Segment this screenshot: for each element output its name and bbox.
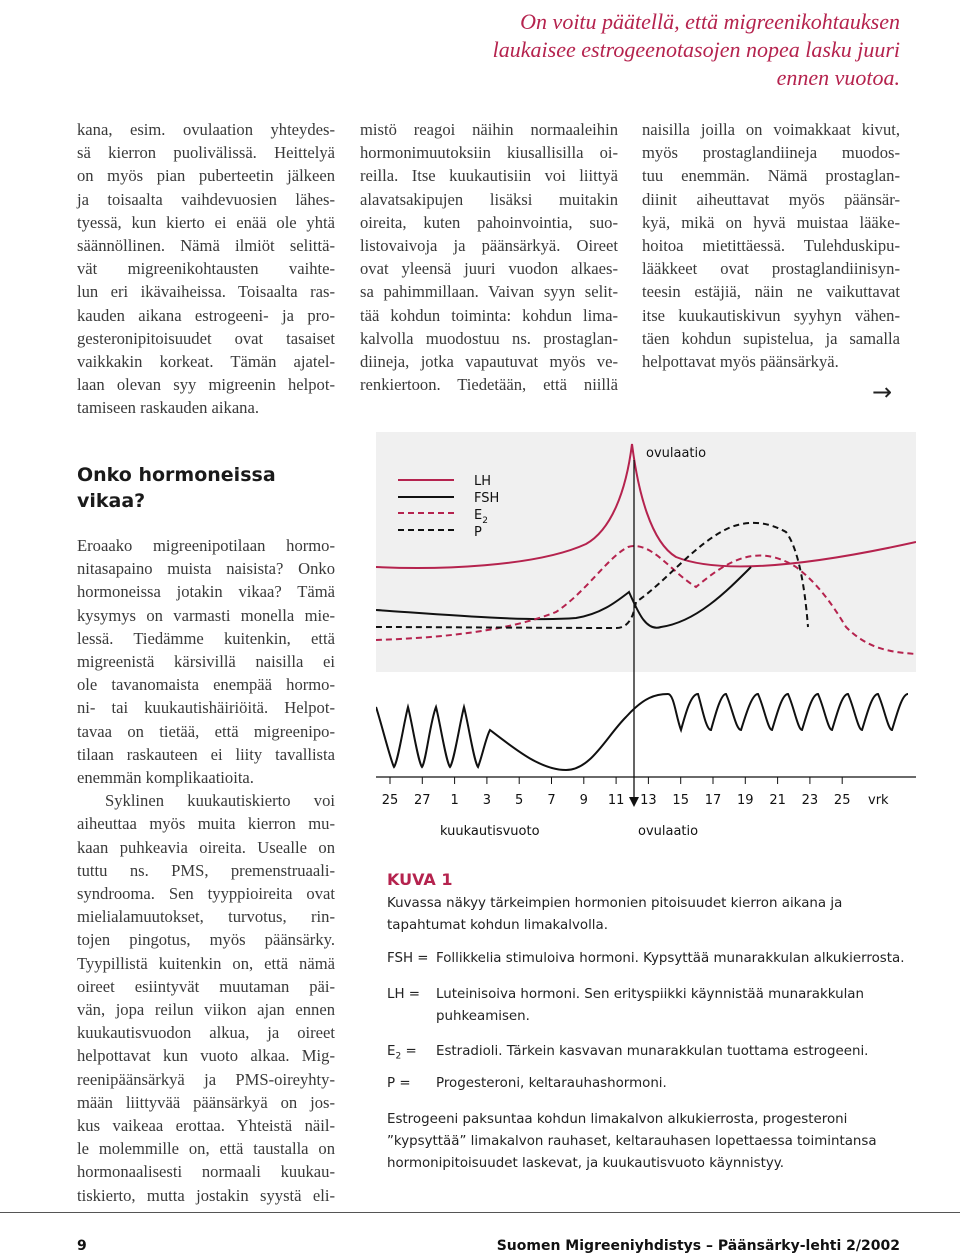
article-column-3 <box>642 118 900 373</box>
x-axis-ticks <box>382 777 851 808</box>
text-line: syndrooma. Sen tyyppioireita ovat <box>77 884 335 904</box>
x-tick-label: 17 <box>704 793 722 808</box>
definition-term-main: E <box>387 1044 396 1059</box>
text-line: säännöllinen. Nämä ilmiöt selittä- <box>77 236 335 256</box>
legend-label-lh: LH <box>474 474 492 489</box>
footer-divider <box>0 1212 960 1213</box>
legend-e2-main: E <box>474 508 483 523</box>
text-line: ja toisaalta vaihdevuosien lähes- <box>77 189 335 209</box>
text-line: gesteronipitoisuudet ovat tasaiset <box>77 328 335 348</box>
text-line: helpottavat myös päänsärkyä. <box>642 352 839 372</box>
text-line: hormonimuutoksiin kiusallisilla oi- <box>360 143 618 163</box>
text-line: reenipäänsärkyä ja PMS-oireyhty- <box>77 1069 335 1089</box>
text-line: ni- tai kuukautishäiriöitä. Helpot- <box>77 698 335 718</box>
article-column-2 <box>360 118 618 396</box>
hormone-cycle-chart <box>376 432 916 842</box>
text-line: le molemmille on, että taustalla on <box>77 1139 335 1159</box>
text-line: aiheuttaa myös muita kierron mu- <box>77 814 335 834</box>
text-line: lääkkeet ovat prostaglandiinisyn- <box>642 259 900 279</box>
text-line: reilla. Itse kuukautisiin voi liittyä <box>360 166 618 186</box>
text-line: itse kuukautiskivun syyhyn vähen- <box>642 305 900 325</box>
x-tick-label: 3 <box>482 793 492 808</box>
ovulation-label-bottom: ovulaatio <box>638 824 699 839</box>
text-line: hormonaalisesti normaali kuukau- <box>77 1162 335 1182</box>
text-line: tää kohdun toiminta: kohdun lima- <box>360 305 618 325</box>
text-line: tuttu ns. PMS, premenstruaali- <box>77 860 335 880</box>
text-line: on myös pian puberteetin jälkeen <box>77 166 335 186</box>
text-line: kyä, mikä on hyvä muistaa lääke- <box>642 212 900 232</box>
definition-desc: Follikkelia stimuloiva hormoni. Kypsyttää munarakkulan alkukierrosta. <box>436 951 905 966</box>
text-line: kalvolla muodostuu ns. prostaglan- <box>360 328 618 348</box>
text-line: renkiertoon. Tiedetään, että niillä <box>360 375 618 395</box>
legend-label-p: P <box>474 525 482 540</box>
text-line: kysymys on varmasti monella mie- <box>77 605 335 625</box>
text-line: mielialamuutokset, turvotus, rin- <box>77 907 335 927</box>
text-line: tiskierto, mutta jostakin syystä eli- <box>77 1185 335 1205</box>
text-line: listovaivoja ja päänsärkyä. Oireet <box>360 236 618 256</box>
text-line: kuukautisvuodon alkua, ja oireet <box>77 1023 335 1043</box>
legend-e2-sub: 2 <box>482 516 488 526</box>
text-line: naisilla joilla on voimakkaat kivut, <box>642 120 900 139</box>
menstruation-label: kuukautisvuoto <box>440 824 540 839</box>
chart-plot-background <box>376 432 916 672</box>
text-line: helpottavat kun vuoto alkaa. Mig- <box>77 1046 335 1066</box>
figure-caption: Kuvassa näkyy tärkeimpien hormonien pitoisuudet kierron aikana ja tapahtumat kohdun limakalvolla. <box>387 896 843 933</box>
ovulation-arrowhead-icon <box>629 797 639 807</box>
text-line: täen kohdun supistelua, ja samalla <box>642 328 900 348</box>
definition-term: LH = <box>387 987 421 1002</box>
pull-quote-line: On voitu päätellä, että migreenikohtauksen <box>520 9 900 34</box>
continue-arrow-icon: → <box>872 378 893 406</box>
text-line: Syklinen kuukautiskierto voi <box>105 791 335 811</box>
x-tick-label: 5 <box>515 793 524 808</box>
x-tick-label: 23 <box>801 793 819 808</box>
text-line: diineja, jotka vapautuvat myös ve- <box>360 352 618 372</box>
publication-name: Suomen Migreeniyhdistys – Päänsärky-lehti 2/2002 <box>496 1238 900 1254</box>
text-line: myös prostaglandiineja muodos- <box>642 143 900 163</box>
footnote-line: Estrogeeni paksuntaa kohdun limakalvon alkukierrosta, progesteroni <box>387 1112 848 1127</box>
text-line: migreenistä kärsivillä naisilla ei <box>77 652 335 672</box>
text-line: kauden aikana estrogeeni- ja pro- <box>77 305 335 325</box>
text-line: tilaan raskauteen ei liity tavallista <box>77 744 335 764</box>
x-tick-label: 27 <box>414 793 431 808</box>
x-axis-unit-label: vrk <box>868 793 889 808</box>
text-line: tavaa on tietää, että migreenipo- <box>77 721 335 741</box>
text-line: nitasapaino muista naisista? Onko <box>77 559 335 579</box>
ovulation-label-top: ovulaatio <box>646 446 707 461</box>
heading-line: Onko hormoneissa <box>77 464 276 486</box>
text-line: enemmän komplikaatioita. <box>77 768 254 788</box>
text-line: Tyypillistä kuitenkin on, että nämä <box>77 953 335 973</box>
x-tick-label: 21 <box>769 793 786 808</box>
text-line: lun eri ikävaiheissa. Toisaalta ras- <box>77 282 335 302</box>
text-line: sa pahimmillaan. Vaivan syyn selit- <box>360 282 618 302</box>
text-line: kaan puhkeavia oireita. Usealle on <box>77 837 335 857</box>
definition-term-sub: 2 <box>395 1051 402 1062</box>
x-tick-label: 25 <box>381 793 399 808</box>
figure-title: KUVA 1 <box>387 870 453 889</box>
footnote-line: hormonipitoisuudet laskevat, ja kuukautisvuoto käynnistyy. <box>387 1156 785 1171</box>
text-line: hoitoa mietittäessä. Tulehduskipu- <box>642 236 900 256</box>
text-line: mistö reagoi näihin normaaleihin <box>360 120 618 139</box>
x-tick-label: 11 <box>607 793 625 808</box>
section-body <box>77 534 335 1207</box>
text-line: sä kierron puolivälissä. Heittelyä <box>77 143 335 163</box>
text-line: vän, jopa reilun viikon ajan ennen <box>77 1000 335 1020</box>
page-number: 9 <box>77 1238 87 1254</box>
definition-desc: Progesteroni, keltarauhashormoni. <box>436 1076 667 1091</box>
text-line: tuu enemmän. Nämä prostaglan- <box>642 166 900 186</box>
footnote-line: ”kypsyttää” limakalvon rauhaset, keltarauhasen lopettaessa toimintansa <box>387 1134 877 1149</box>
text-line: vät migreenikohtausten vaihte- <box>77 259 335 279</box>
text-line: tojen pingotus, myös päänsärky. <box>77 930 335 950</box>
text-line: oireita, kuten pahoinvointia, suo- <box>360 212 618 232</box>
text-line: oireet esiintyvät muutaman päi- <box>77 976 335 996</box>
x-tick-label: 7 <box>547 793 556 808</box>
heading-line: vikaa? <box>77 490 146 512</box>
article-column-1 <box>77 118 335 420</box>
text-line: kus vaikeaa erottaa. Yhteistä näil- <box>77 1116 335 1136</box>
definition-desc: Luteinisoiva hormoni. Sen erityspiikki käynnistää munarakkulan puhkeamisen. <box>436 987 865 1024</box>
figure-footnote <box>387 1109 907 1175</box>
text-line: hormoneissa jotakin vikaa? Tämä <box>77 582 335 602</box>
text-line: mään liittyvää päänsärkyä on jos- <box>77 1092 335 1112</box>
text-line: Eroaako migreenipotilaan hormo- <box>77 536 335 555</box>
definition-term: FSH = <box>387 951 429 966</box>
legend-label-fsh: FSH <box>474 491 500 506</box>
text-line: alavatsakipujen lisäksi muitakin <box>360 189 618 209</box>
section-heading <box>77 462 276 514</box>
text-line: laan olevan syy migreenin helpot- <box>77 375 335 395</box>
text-line: ole tavanomaista enempää hormo- <box>77 675 335 695</box>
text-line: ovat yleensä juuri vuodon alkaes- <box>360 259 618 279</box>
text-line: diinit aiheuttavat myös päänsär- <box>642 189 900 209</box>
definition-term: P = <box>387 1076 411 1091</box>
definition-desc: Estradioli. Tärkein kasvavan munarakkulan tuottama estrogeeni. <box>436 1044 869 1059</box>
text-line: tyessä, kun kierto ei enää ole yhtä <box>77 212 335 232</box>
x-tick-label: 9 <box>579 793 588 808</box>
pull-quote <box>380 8 900 92</box>
text-line: teesin estäjiä, näin ne vaikuttavat <box>642 282 900 302</box>
x-tick-label: 13 <box>640 793 657 808</box>
pull-quote-line: ennen vuotoa. <box>776 65 900 90</box>
x-tick-label: 25 <box>833 793 851 808</box>
text-line: vaikkakin korkeat. Tämän ajatel- <box>77 352 335 372</box>
x-tick-label: 1 <box>450 793 459 808</box>
definition-term-eq: = <box>401 1044 417 1059</box>
endometrium-wave-line <box>376 694 908 770</box>
x-tick-label: 15 <box>672 793 689 808</box>
text-line: tamiseen raskauden aikana. <box>77 398 259 418</box>
pull-quote-line: laukaisee estrogeenotasojen nopea lasku juuri <box>492 37 900 62</box>
text-line: lessä. Tiedämme kuitenkin, että <box>77 628 335 648</box>
definition-term <box>387 1041 417 1068</box>
x-tick-label: 19 <box>737 793 754 808</box>
text-line: kana, esim. ovulaation yhteydes- <box>77 120 335 139</box>
